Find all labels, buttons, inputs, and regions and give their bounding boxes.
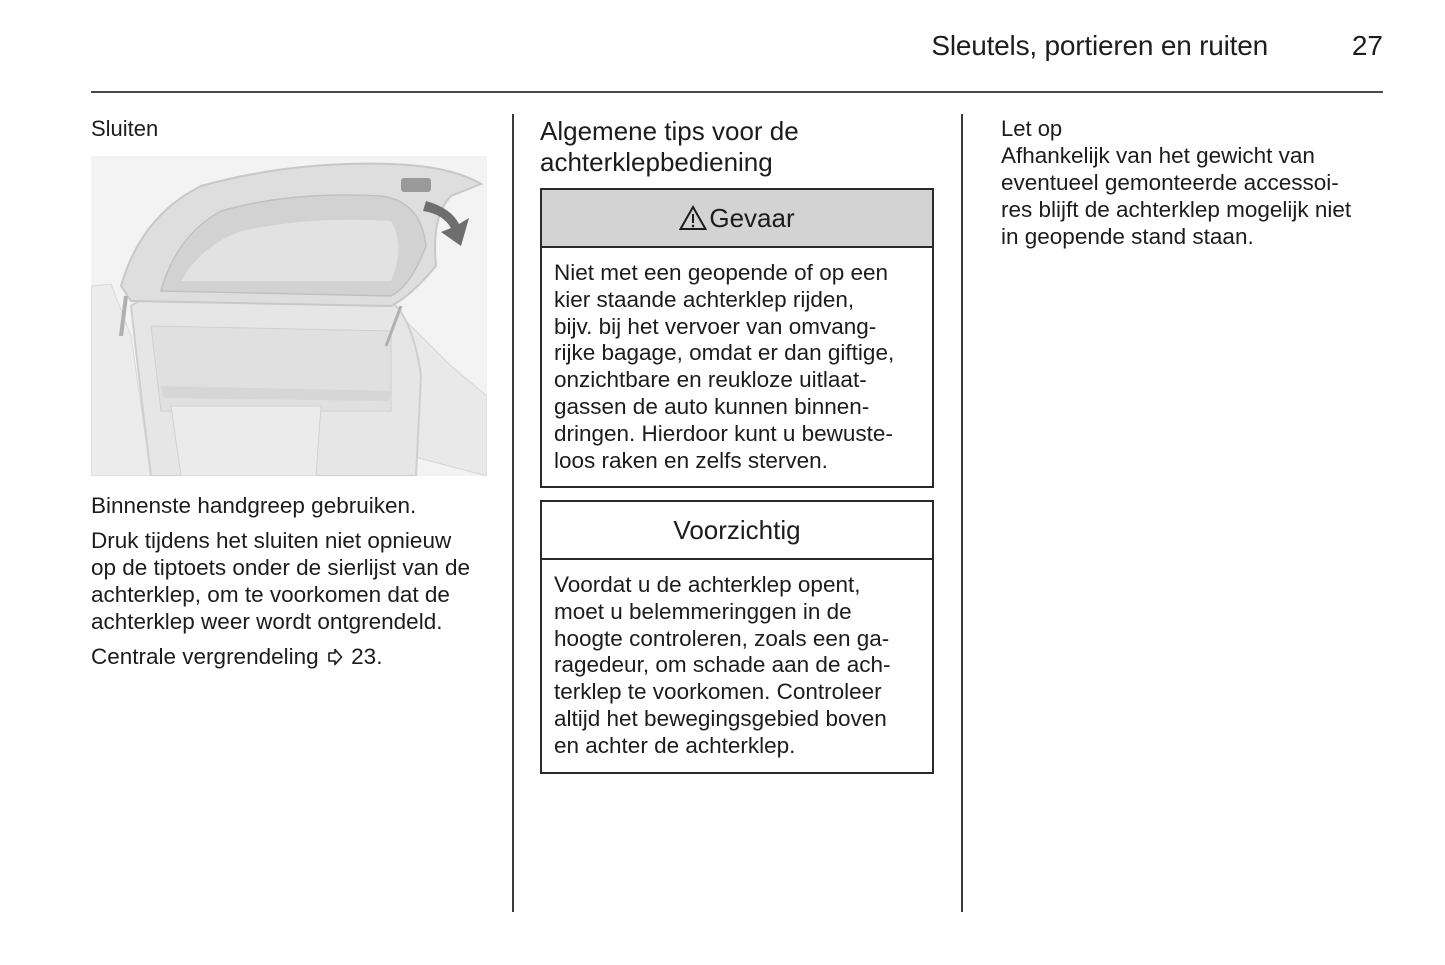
- cross-reference[interactable]: [91, 643, 501, 670]
- subheading-sluiten: Sluiten: [91, 116, 159, 141]
- danger-notice-title: Gevaar: [709, 202, 795, 233]
- caution-line: en achter de achterklep.: [554, 732, 796, 758]
- column-left: [91, 114, 491, 714]
- column-middle: [540, 114, 935, 814]
- danger-notice-header: [542, 190, 932, 248]
- paragraph-2: [91, 527, 501, 635]
- page-header: [91, 28, 1383, 68]
- cross-reference-text: Centrale vergrendeling: [91, 644, 319, 669]
- caution-line: terklep te voorkomen. Controleer: [554, 679, 882, 705]
- danger-line: rijke bagage, omdat er dan giftige,: [554, 340, 895, 366]
- caution-notice-title: Voorzichtig: [673, 514, 801, 545]
- danger-line: dringen. Hierdoor kunt u bewuste-: [554, 420, 893, 446]
- paragraph-2-line: Druk tijdens het sluiten niet opnieuw: [91, 528, 452, 553]
- warning-triangle-icon: [679, 205, 707, 231]
- arrow-right-outline-icon: [327, 648, 343, 666]
- tailgate-drawing: [91, 156, 487, 476]
- header-rule: [91, 91, 1383, 93]
- caution-line: altijd het bewegingsgebied boven: [554, 705, 887, 731]
- note-label: Let op: [1001, 116, 1063, 141]
- danger-line: gassen de auto kunnen binnen-: [554, 393, 870, 419]
- tailgate-illustration: [91, 156, 487, 476]
- caution-line: moet u belemmeringgen in de: [554, 598, 852, 624]
- danger-line: kier staande achterklep rijden,: [554, 286, 855, 312]
- column-right: [1001, 114, 1386, 250]
- column-divider-2: [961, 114, 963, 912]
- danger-notice-body: [542, 248, 932, 486]
- column-divider-1: [512, 114, 514, 912]
- danger-line: Niet met een geopende of op een: [554, 260, 889, 285]
- danger-notice: [540, 188, 934, 488]
- caution-line: ragedeur, om schade aan de ach-: [554, 652, 891, 678]
- section-title-line: achterklepbediening: [540, 147, 773, 177]
- danger-line: bijv. bij het vervoer van omvang-: [554, 313, 877, 339]
- note-line: res blijft de achterklep mogelijk niet: [1001, 197, 1352, 222]
- caution-line: hoogte controleren, zoals een ga-: [554, 625, 890, 651]
- danger-line: onzichtbare en reukloze uitlaat-: [554, 367, 867, 393]
- paragraph-2-line: achterklep weer wordt ontgrendeld.: [91, 609, 443, 634]
- note-line: eventueel gemonteerde accessoi-: [1001, 170, 1339, 195]
- caution-notice-body: [542, 560, 932, 772]
- section-title: [540, 116, 935, 178]
- note-line: in geopende stand staan.: [1001, 224, 1254, 249]
- running-header-title: Sleutels, portieren en ruiten: [931, 30, 1268, 61]
- paragraph-2-line: achterklep, om te voorkomen dat de: [91, 582, 450, 607]
- closing-instructions: [91, 492, 501, 678]
- section-title-line: Algemene tips voor de: [540, 116, 799, 146]
- caution-notice-header: [542, 502, 932, 560]
- note-text: [1001, 142, 1386, 250]
- paragraph-2-line: op de tiptoets onder de sierlijst van de: [91, 555, 470, 580]
- cross-reference-page[interactable]: 23.: [351, 644, 383, 669]
- paragraph-1: [91, 492, 501, 519]
- danger-line: loos raken en zelfs sterven.: [554, 447, 828, 473]
- caution-notice: [540, 500, 934, 774]
- caution-line: Voordat u de achterklep opent,: [554, 572, 861, 597]
- page-number: 27: [1351, 30, 1383, 61]
- note-line: Afhankelijk van het gewicht van: [1001, 143, 1315, 168]
- paragraph-1-line: Binnenste handgreep gebruiken.: [91, 493, 417, 518]
